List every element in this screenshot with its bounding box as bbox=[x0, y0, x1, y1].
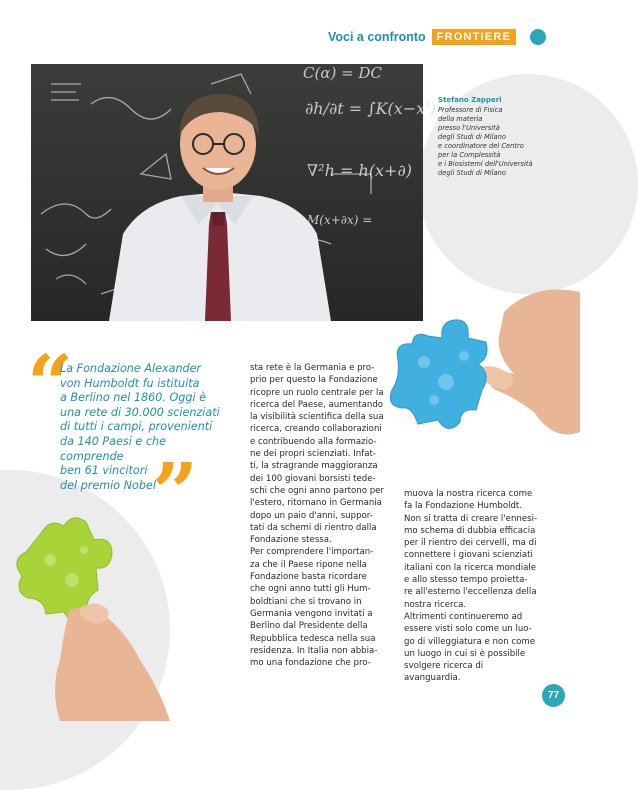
open-quote-mark: “ bbox=[27, 337, 74, 431]
body-line: boldtiani che si trovano in bbox=[250, 596, 362, 607]
body-line: Fondazione basta ricordare bbox=[250, 572, 367, 583]
body-line: ti, la stragrande maggioranza bbox=[250, 461, 378, 472]
body-column-1 bbox=[250, 362, 386, 669]
body-line: ne dei propri scienziati. Infat- bbox=[250, 449, 376, 460]
body-line: che ogni anno tutti gli Hum- bbox=[250, 584, 371, 595]
body-line: per il rientro dei cervelli, ma di bbox=[404, 538, 537, 549]
quote-line: La Fondazione Alexander bbox=[60, 362, 202, 375]
board-formula-4: M(x+∂x) = bbox=[307, 213, 373, 227]
caption-role-line: per la Complessità bbox=[438, 151, 501, 159]
body-line: un luogo in cui si è possibile bbox=[404, 648, 526, 659]
board-formula-1: C(α) = DC bbox=[303, 64, 382, 82]
body-line: fa la Fondazione Humboldt. bbox=[404, 501, 523, 512]
body-line: ricerca, creando collaborazioni bbox=[250, 424, 382, 435]
quote-line: a Berlino nel 1860. Oggi è bbox=[60, 391, 207, 405]
body-line: schi che ogni anno partono per bbox=[250, 485, 384, 496]
body-line: ricopre un ruolo centrale per la bbox=[250, 387, 384, 398]
pull-quote bbox=[60, 362, 230, 493]
body-column-2 bbox=[404, 488, 540, 685]
body-line: nostra ricerca. bbox=[404, 599, 467, 610]
body-line: Per comprendere l'importan- bbox=[250, 547, 374, 558]
body-line: italiani con la ricerca mondiale bbox=[404, 562, 537, 573]
body-line: prio per questo la Fondazione bbox=[250, 375, 378, 386]
body-line: mo schema di dubbia efficacia bbox=[404, 525, 536, 536]
body-line: Fondazione stessa. bbox=[250, 535, 332, 546]
section-header bbox=[328, 29, 546, 45]
body-line: svolgere ricerca di avanguardia. bbox=[404, 661, 484, 684]
close-quote-mark: ” bbox=[152, 445, 199, 539]
board-formula-2: ∂h/∂t = ∫K(x−x') d bbox=[305, 99, 452, 118]
caption-role-line: della materia bbox=[438, 115, 483, 123]
caption-name: Stefano Zapperi bbox=[438, 96, 502, 104]
body-line: mo una fondazione che pro- bbox=[250, 658, 371, 669]
board-formula-3: ∇²h = h(x+∂) bbox=[307, 161, 412, 180]
body-line: e contribuendo alla formazio- bbox=[250, 436, 377, 447]
body-line: l'estero, ritornano in Germania bbox=[250, 498, 382, 509]
quote-line: di tutti i campi, provenienti bbox=[60, 420, 213, 434]
body-line: tati da schemi di rientro dalla bbox=[250, 522, 377, 533]
body-line: Repubblica tedesca nella sua bbox=[250, 633, 376, 644]
blue-puzzle-icon bbox=[390, 320, 487, 429]
quote-line: ben 61 vincitori bbox=[60, 464, 148, 478]
caption-role-line: degli Studi di Milano bbox=[438, 133, 506, 141]
caption-role-line: e i Biosistemi dell'Università bbox=[438, 160, 533, 168]
page-number: 77 bbox=[542, 684, 565, 707]
body-line: essere visti solo come un luo- bbox=[404, 624, 532, 635]
body-line: ricerca del Paese, aumentando bbox=[250, 399, 384, 410]
quote-line: una rete di 30.000 scienziati bbox=[60, 405, 220, 419]
caption-role-line: presso l'Università bbox=[438, 124, 500, 132]
blue-puzzle-hand-illustration bbox=[384, 282, 580, 462]
body-line: connettere i giovani scienziati bbox=[404, 550, 533, 561]
body-line: go di villeggiatura e non come bbox=[404, 636, 536, 647]
body-line: la visibilità scientifica della sua bbox=[250, 412, 384, 423]
body-line: dei 100 giovani borsisti tede- bbox=[250, 473, 376, 484]
body-line: dopo un paio d'anni, suppor- bbox=[250, 510, 373, 521]
portrait-photo bbox=[31, 64, 452, 321]
caption-role-line: Professore di Fisica bbox=[438, 106, 503, 114]
body-line: sta rete è la Germania e pro- bbox=[250, 363, 375, 373]
caption-role-line: degli Studi di Milano bbox=[438, 169, 506, 177]
quote-line: del premio Nobel bbox=[60, 478, 156, 492]
section-title: Voci a confronto bbox=[327, 30, 426, 44]
body-line: e allo stesso tempo proietta- bbox=[404, 575, 528, 586]
caption-role bbox=[438, 106, 538, 178]
section-tag: FRONTIERE bbox=[432, 29, 516, 45]
body-line: Germania vengono invitati a bbox=[250, 608, 373, 619]
caption-role-line: e coordinatore del Centro bbox=[438, 142, 524, 150]
body-line: Altrimenti continueremo ad bbox=[404, 611, 523, 622]
body-line: re all'esterno l'eccellenza della bbox=[404, 587, 537, 598]
body-line: Berlino dal Presidente della bbox=[250, 621, 368, 632]
body-line: residenza. In Italia non abbia- bbox=[250, 645, 378, 656]
quote-line: da 140 Paesi e che comprende bbox=[60, 434, 166, 463]
photo-caption bbox=[438, 96, 538, 178]
green-puzzle-hand-illustration bbox=[0, 510, 200, 721]
quote-line: von Humboldt fu istituita bbox=[60, 376, 200, 390]
body-line: muova la nostra ricerca come bbox=[404, 489, 533, 499]
body-line: Non si tratta di creare l'ennesi- bbox=[404, 513, 538, 524]
body-line: za che il Paese ripone nella bbox=[250, 559, 367, 570]
header-dot-icon bbox=[530, 29, 546, 45]
